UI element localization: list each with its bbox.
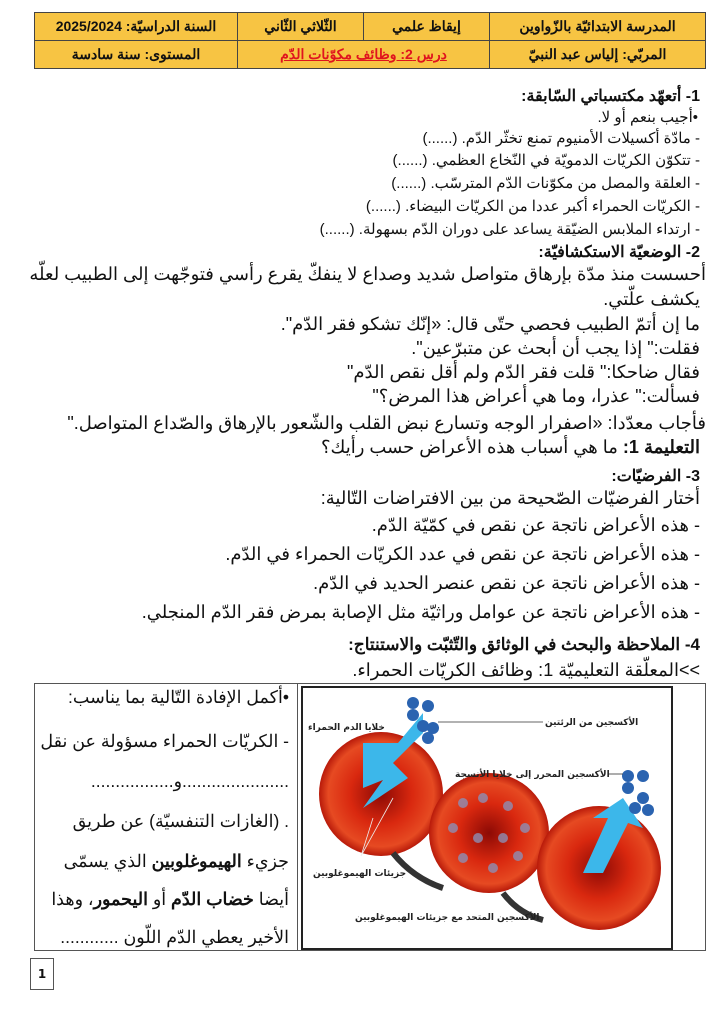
label-oxygen-released: الأكسجين المحرر إلى خلايا الأنسجة — [455, 770, 610, 780]
label-oxygen-lungs: الأكسجين من الرئتين — [545, 718, 639, 728]
school-name: المدرسة الابتدائيّة بالزّواوين — [490, 13, 706, 41]
exercise-line: - الكريّات الحمراء مسؤولة عن نقل — [40, 731, 289, 751]
story-line: فأجاب معدّدا: «اصفرار الوجه وتسارع نبض القلب والشّعور بالإرهاق والصّداع المتواصل." — [67, 413, 706, 433]
bold-term: خضاب الدّم — [171, 889, 254, 909]
story-line: ما إن أتمّ الطبيب فحصي حتّى قال: «إنّك تشكو فقر الدّم". — [280, 314, 700, 334]
label-oxygen-bound: الأكسجين المتحد مع جزيئات الهيموغلوبين — [355, 913, 540, 923]
exercise-blank: ......................و................. — [90, 771, 289, 791]
exercise-line: . (الغازات التنفسيّة) عن طريق — [72, 811, 289, 831]
exercise-blank: الأخير يعطي الدّم اللّون ............ — [60, 927, 289, 947]
level: المستوى: سنة سادسة — [35, 41, 238, 69]
exercise-line: •أكمل الإفادة التّالية بما يناسب: — [68, 687, 289, 707]
section1-instruction: •أجيب بنعم أو لا. — [597, 109, 698, 126]
teacher: المربّي: إلياس عبد النبيّ — [490, 41, 706, 69]
label-red-cells: خلايا الدم الحمراء — [308, 723, 385, 733]
exercise-line — [64, 851, 289, 872]
subject: إيقاظ علمي — [364, 13, 490, 41]
task-1 — [321, 437, 700, 458]
section1-item: - مادّة أكسيلات الأمنيوم تمنع تخثّر الدّم. (......) — [422, 130, 700, 147]
hypothesis-item: - هذه الأعراض ناتجة عن عوامل وراثيّة مثل الإصابة بمرض فقر الدّم المنجلي. — [141, 602, 700, 622]
story-line: أحسست منذ مدّة بإرهاق متواصل شديد وصداع لا ينفكّ يقرع رأسي فتوجّهت إلى الطبيب لعلّه — [29, 264, 706, 284]
text: ، وهذا — [51, 889, 94, 909]
section1-item: - الكريّات الحمراء أكبر عددا من الكريّات البيضاء. (......) — [365, 198, 700, 215]
section3-title: 3- الفرضيّات: — [611, 468, 700, 485]
hypothesis-item: - هذه الأعراض ناتجة عن نقص عنصر الحديد في الدّم. — [313, 573, 700, 593]
header-table — [34, 12, 706, 69]
lesson-title: درس 2: وظائف مكوّنات الدّم — [238, 41, 490, 69]
story-line: فقلت:" إذا يجب أن أبحث عن متبرّعين". — [411, 338, 700, 358]
section1-item: - العلقة والمصل من مكوّنات الدّم المترسّب. (......) — [391, 175, 700, 192]
exercise-line — [51, 889, 289, 910]
text: أو — [147, 889, 171, 909]
hypothesis-item: - هذه الأعراض ناتجة عن نقص في كمّيّة الدّم. — [371, 515, 700, 535]
school-year: السنة الدراسيّة: 2025/2024 — [35, 13, 238, 41]
story-line: يكشف علّتي. — [603, 289, 700, 309]
red-blood-cell-figure — [301, 686, 673, 950]
section4-doc: >>المعلّقة التعليميّة 1: وظائف الكريّات الحمراء. — [352, 660, 700, 680]
section3-intro: أختار الفرضيّات الصّحيحة من بين الافتراضات التّالية: — [320, 488, 700, 508]
exercise-box — [34, 683, 706, 951]
label-hemoglobin: جزيئات الهيموغلوبين — [313, 869, 407, 879]
bold-term: اليحمور — [93, 889, 148, 909]
term: الثّلاثي الثّاني — [238, 13, 364, 41]
section1-item: - ارتداء الملابس الضيّقة يساعد على دوران الدّم بسهولة. (......) — [319, 221, 700, 238]
bold-term: الهيموغلوبين — [151, 851, 242, 871]
task-text: ما هي أسباب هذه الأعراض حسب رأيك؟ — [320, 437, 623, 457]
section2-title: 2- الوضعيّة الاستكشافيّة: — [538, 244, 700, 261]
hypothesis-item: - هذه الأعراض ناتجة عن نقص في عدد الكريّات الحمراء في الدّم. — [225, 544, 700, 564]
exercise-text — [35, 684, 298, 950]
text: الذي يسمّى — [63, 851, 152, 871]
story-line: فقال ضاحكا:" قلت فقر الدّم ولم أقل نقص الدّم" — [347, 362, 700, 382]
section4-title: 4- الملاحظة والبحث في الوثائق والتّثبّت والاستنتاج: — [348, 635, 700, 654]
section1-item: - تتكوّن الكريّات الدمويّة في النّخاع العظمي. (......) — [392, 152, 700, 169]
text: أيضا — [253, 889, 289, 909]
text: جزيء — [241, 851, 289, 871]
task-label: التعليمة 1: — [622, 437, 700, 457]
page-number: 1 — [30, 958, 54, 990]
story-line: فسألت:" عذرا، وما هي أعراض هذا المرض؟" — [372, 386, 700, 406]
red-cell-2 — [429, 773, 549, 893]
section1-title: 1- أتعهّد مكتسباتي السّابقة: — [521, 88, 700, 105]
